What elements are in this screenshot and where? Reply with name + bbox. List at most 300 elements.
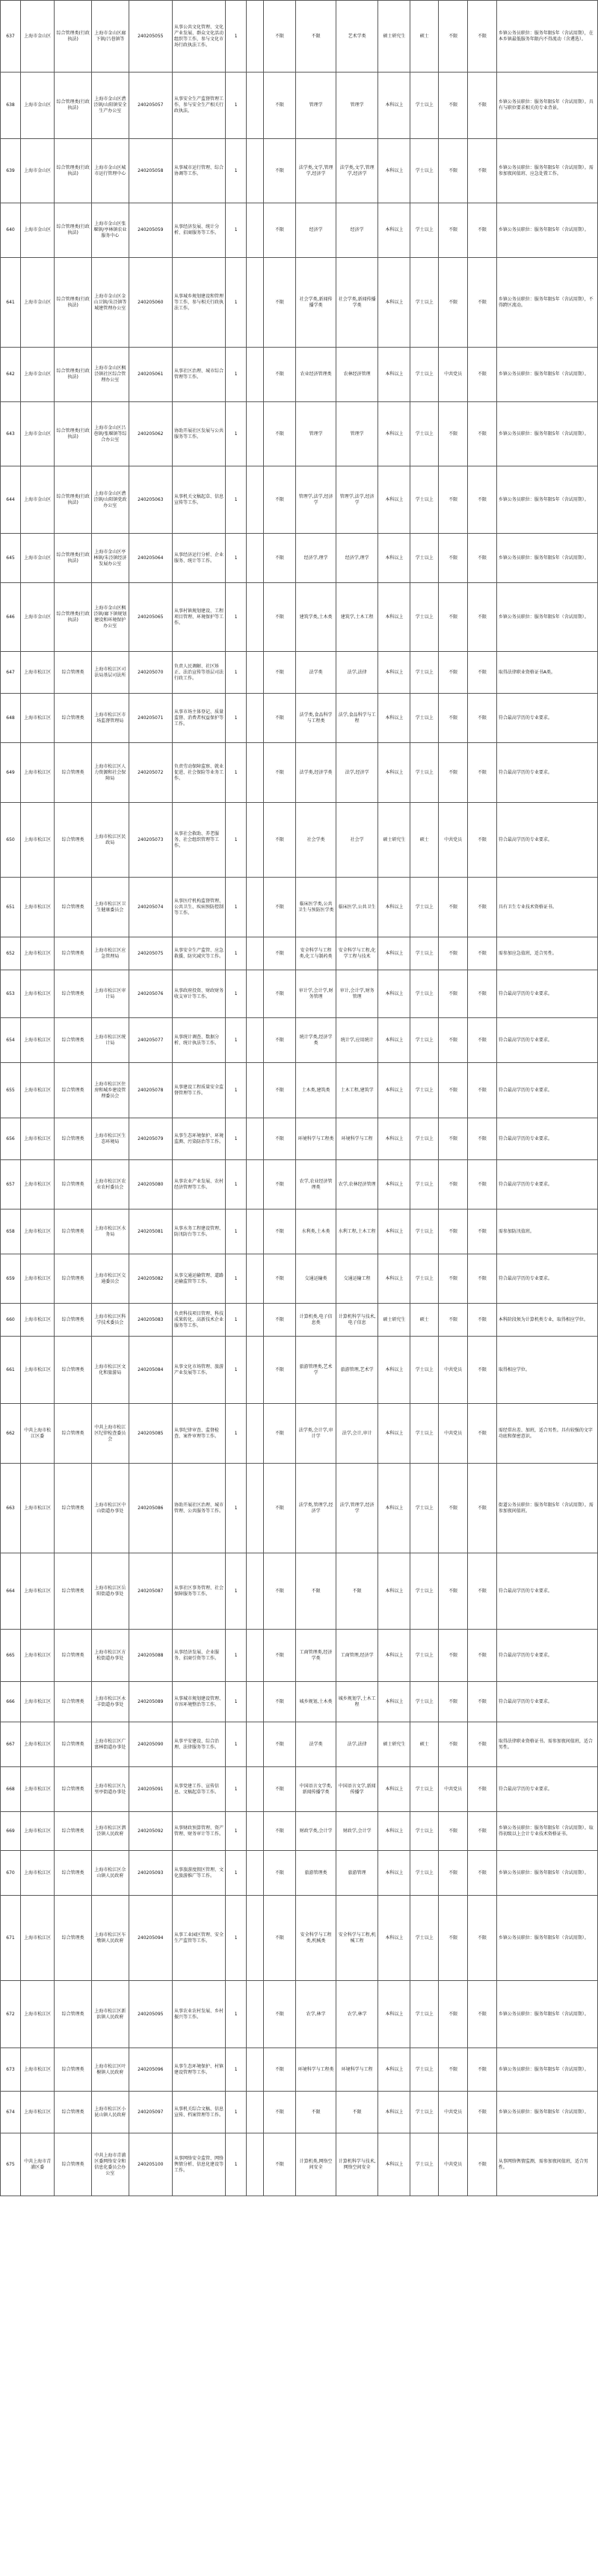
row-number: 651 bbox=[1, 878, 21, 937]
political-status: 不限 bbox=[439, 1851, 468, 1896]
table-row bbox=[1, 2048, 598, 2092]
row-number: 665 bbox=[1, 1630, 21, 1682]
org-nature: 综合管理类 bbox=[55, 937, 92, 970]
employing-unit: 上海市金山区城市运行管理中心 bbox=[91, 139, 129, 203]
table-row bbox=[1, 466, 598, 534]
college-major: 不限 bbox=[263, 1630, 295, 1682]
bachelor-major: 法学类 bbox=[296, 1722, 336, 1767]
recruit-count: 1 bbox=[226, 1553, 247, 1630]
college-major: 不限 bbox=[263, 1682, 295, 1722]
recruiting-org: 上海市松江区 bbox=[20, 2048, 54, 2092]
table-row bbox=[1, 1337, 598, 1404]
table-row bbox=[1, 1722, 598, 1767]
graduate-major: 土木工程,建筑学 bbox=[336, 1063, 378, 1118]
college-major: 不限 bbox=[263, 402, 295, 466]
employing-unit: 上海市松江区科学技术委员会 bbox=[91, 1304, 129, 1337]
position-code: 240205083 bbox=[129, 1304, 172, 1337]
age-cell bbox=[247, 203, 264, 258]
bachelor-major: 法学类,文学,管理学,经济学 bbox=[296, 139, 336, 203]
recruit-count: 1 bbox=[226, 466, 247, 534]
bachelor-major: 计算机类,电子信息类 bbox=[296, 1304, 336, 1337]
degree: 学士以上 bbox=[410, 1464, 439, 1553]
political-status: 中共党员 bbox=[439, 803, 468, 878]
position-description: 从事社会救助、养老服务、社会组织管理等工作。 bbox=[172, 803, 225, 878]
employing-unit: 上海市松江区应急管理局 bbox=[91, 937, 129, 970]
education: 本科以上 bbox=[378, 1464, 410, 1553]
work-experience: 不限 bbox=[468, 139, 497, 203]
college-major: 不限 bbox=[263, 1304, 295, 1337]
remarks: 乡镇公务员职位：服务年限5年（含试用期）。 bbox=[496, 1896, 597, 1981]
bachelor-major: 农业经济管理类 bbox=[296, 348, 336, 402]
age-cell bbox=[247, 1722, 264, 1767]
bachelor-major: 农学,农业经济管理类 bbox=[296, 1160, 336, 1210]
education: 本科以上 bbox=[378, 1682, 410, 1722]
age-cell bbox=[247, 743, 264, 803]
table-row bbox=[1, 203, 598, 258]
recruit-count: 1 bbox=[226, 970, 247, 1018]
org-nature: 综合管理类(行政执法) bbox=[55, 73, 92, 139]
remarks: 符合最高学历的专业要求。 bbox=[496, 1063, 597, 1118]
recruiting-org: 上海市松江区 bbox=[20, 878, 54, 937]
position-description: 从事党建工作、宣传信息、文稿起草等工作。 bbox=[172, 1767, 225, 1812]
bachelor-major: 经济学 bbox=[296, 203, 336, 258]
age-cell bbox=[247, 73, 264, 139]
row-number: 652 bbox=[1, 937, 21, 970]
degree: 学士以上 bbox=[410, 348, 439, 402]
table-row bbox=[1, 878, 598, 937]
org-nature: 综合管理类 bbox=[55, 1464, 92, 1553]
work-experience: 不限 bbox=[468, 1063, 497, 1118]
position-code: 240205061 bbox=[129, 348, 172, 402]
recruit-count: 1 bbox=[226, 1254, 247, 1304]
position-description: 从事政府投资、财政财务收支审计等工作。 bbox=[172, 970, 225, 1018]
education: 本科以上 bbox=[378, 1337, 410, 1404]
position-code: 240205080 bbox=[129, 1160, 172, 1210]
org-nature: 综合管理类 bbox=[55, 1767, 92, 1812]
recruit-count: 1 bbox=[226, 652, 247, 694]
employing-unit: 上海市松江区统计局 bbox=[91, 1018, 129, 1063]
work-experience: 不限 bbox=[468, 1, 497, 73]
position-code: 240205057 bbox=[129, 73, 172, 139]
table-row bbox=[1, 652, 598, 694]
recruiting-org: 上海市松江区 bbox=[20, 1304, 54, 1337]
political-status: 不限 bbox=[439, 1063, 468, 1118]
position-description: 协助开展社区治理、城市管理、公共服务等工作。 bbox=[172, 1464, 225, 1553]
degree: 学士以上 bbox=[410, 1063, 439, 1118]
bachelor-major: 工商管理类,经济学类 bbox=[296, 1630, 336, 1682]
graduate-major: 法学,经济学 bbox=[336, 743, 378, 803]
education: 本科以上 bbox=[378, 1812, 410, 1851]
org-nature: 综合管理类 bbox=[55, 1404, 92, 1464]
graduate-major: 审计,会计学,财务管理 bbox=[336, 970, 378, 1018]
college-major: 不限 bbox=[263, 1767, 295, 1812]
position-code: 240205075 bbox=[129, 937, 172, 970]
org-nature: 综合管理类 bbox=[55, 2133, 92, 2196]
recruit-count: 1 bbox=[226, 1304, 247, 1337]
org-nature: 综合管理类 bbox=[55, 1160, 92, 1210]
recruit-count: 1 bbox=[226, 1118, 247, 1160]
college-major: 不限 bbox=[263, 348, 295, 402]
remarks: 需经常出差、加班，适合男性。具有较强的文字功底和保密意识。 bbox=[496, 1404, 597, 1464]
employing-unit: 上海市松江区方松街道办事处 bbox=[91, 1630, 129, 1682]
college-major: 不限 bbox=[263, 258, 295, 348]
degree: 硕士 bbox=[410, 1, 439, 73]
degree: 学士以上 bbox=[410, 402, 439, 466]
position-code: 240205088 bbox=[129, 1630, 172, 1682]
age-cell bbox=[247, 803, 264, 878]
remarks: 乡镇公务员职位：服务年限5年（含试用期）。 bbox=[496, 1851, 597, 1896]
remarks: 取得法律职业资格证书。需参加夜间值班，适合男性。 bbox=[496, 1722, 597, 1767]
degree: 学士以上 bbox=[410, 1682, 439, 1722]
bachelor-major: 财政学类,会计学 bbox=[296, 1812, 336, 1851]
college-major: 不限 bbox=[263, 466, 295, 534]
row-number: 668 bbox=[1, 1767, 21, 1812]
org-nature: 综合管理类 bbox=[55, 1851, 92, 1896]
political-status: 不限 bbox=[439, 1, 468, 73]
position-description: 从事公共文化管理、文化产业发展、群众文化活动组织等工作，参与文化市场行政执法工作。 bbox=[172, 1, 225, 73]
graduate-major: 管理学 bbox=[336, 73, 378, 139]
political-status: 不限 bbox=[439, 73, 468, 139]
employing-unit: 上海市金山区漕泾镇/山阳镇安全生产办公室 bbox=[91, 73, 129, 139]
recruit-count: 1 bbox=[226, 1812, 247, 1851]
row-number: 643 bbox=[1, 402, 21, 466]
recruiting-org: 上海市松江区 bbox=[20, 1767, 54, 1812]
position-code: 240205086 bbox=[129, 1464, 172, 1553]
table-row bbox=[1, 1118, 598, 1160]
position-description: 从事生态环境保护、村镇建设管理等工作。 bbox=[172, 2048, 225, 2092]
employing-unit: 中共上海市青浦区委网络安全和信息化委员会办公室 bbox=[91, 2133, 129, 2196]
bachelor-major: 法学类,会计学,审计学 bbox=[296, 1404, 336, 1464]
work-experience: 不限 bbox=[468, 1682, 497, 1722]
work-experience: 不限 bbox=[468, 2133, 497, 2196]
college-major: 不限 bbox=[263, 1063, 295, 1118]
recruiting-org: 上海市松江区 bbox=[20, 1118, 54, 1160]
position-code: 240205094 bbox=[129, 1896, 172, 1981]
college-major: 不限 bbox=[263, 694, 295, 743]
bachelor-major: 社会学类 bbox=[296, 803, 336, 878]
work-experience: 不限 bbox=[468, 203, 497, 258]
employing-unit: 上海市松江区市场监督管理局 bbox=[91, 694, 129, 743]
row-number: 661 bbox=[1, 1337, 21, 1404]
bachelor-major: 安全科学与工程类,化工与制药类 bbox=[296, 937, 336, 970]
age-cell bbox=[247, 139, 264, 203]
employing-unit: 上海市金山区张堰镇/亭林镇农业服务中心 bbox=[91, 203, 129, 258]
college-major: 不限 bbox=[263, 534, 295, 583]
bachelor-major: 管理学,法学,经济学 bbox=[296, 466, 336, 534]
position-description: 从事农业农村发展、乡村振兴等工作。 bbox=[172, 1981, 225, 2048]
row-number: 640 bbox=[1, 203, 21, 258]
education: 本科以上 bbox=[378, 2092, 410, 2133]
remarks: 具有卫生专业技术资格证书。 bbox=[496, 878, 597, 937]
work-experience: 不限 bbox=[468, 652, 497, 694]
bachelor-major: 不限 bbox=[296, 1, 336, 73]
recruiting-org: 上海市松江区 bbox=[20, 1464, 54, 1553]
recruit-count: 1 bbox=[226, 1337, 247, 1404]
college-major: 不限 bbox=[263, 970, 295, 1018]
political-status: 不限 bbox=[439, 694, 468, 743]
employing-unit: 上海市松江区小昆山镇人民政府 bbox=[91, 2092, 129, 2133]
table-row bbox=[1, 2133, 598, 2196]
recruit-count: 1 bbox=[226, 694, 247, 743]
college-major: 不限 bbox=[263, 1118, 295, 1160]
education: 本科以上 bbox=[378, 937, 410, 970]
recruit-count: 1 bbox=[226, 1851, 247, 1896]
remarks: 取得法律职业资格证书A类。 bbox=[496, 652, 597, 694]
age-cell bbox=[247, 1981, 264, 2048]
college-major: 不限 bbox=[263, 1210, 295, 1254]
bachelor-major: 经济学,理学 bbox=[296, 534, 336, 583]
work-experience: 不限 bbox=[468, 694, 497, 743]
remarks: 乡镇公务员职位：服务年限5年（含试用期）。取得初级以上会计专业技术资格证书。 bbox=[496, 1812, 597, 1851]
work-experience: 不限 bbox=[468, 970, 497, 1018]
row-number: 653 bbox=[1, 970, 21, 1018]
org-nature: 综合管理类 bbox=[55, 1118, 92, 1160]
position-description: 负责劳动保障监察、就业促进、社会保险等业务工作。 bbox=[172, 743, 225, 803]
political-status: 中共党员 bbox=[439, 1404, 468, 1464]
recruit-count: 1 bbox=[226, 1063, 247, 1118]
employing-unit: 上海市金山区吕巷镇/张堰镇等综合办公室 bbox=[91, 402, 129, 466]
position-description: 从事城市运行管理、综合协调等工作。 bbox=[172, 139, 225, 203]
remarks: 符合最高学历的专业要求。 bbox=[496, 1254, 597, 1304]
recruit-count: 1 bbox=[226, 1896, 247, 1981]
employing-unit: 上海市松江区永丰街道办事处 bbox=[91, 1682, 129, 1722]
recruit-count: 1 bbox=[226, 1464, 247, 1553]
recruiting-org: 上海市松江区 bbox=[20, 1630, 54, 1682]
table-row bbox=[1, 1254, 598, 1304]
bachelor-major: 管理学 bbox=[296, 402, 336, 466]
remarks: 乡镇公务员职位：服务年限5年（含试用期）。 bbox=[496, 1981, 597, 2048]
org-nature: 综合管理类 bbox=[55, 1304, 92, 1337]
recruiting-org: 上海市松江区 bbox=[20, 1981, 54, 2048]
position-code: 240205090 bbox=[129, 1722, 172, 1767]
position-description: 从事城乡规划建设和管理等工作，参与相关行政执法工作。 bbox=[172, 258, 225, 348]
degree: 学士以上 bbox=[410, 1254, 439, 1304]
recruiting-org: 上海市金山区 bbox=[20, 1, 54, 73]
degree: 学士以上 bbox=[410, 139, 439, 203]
graduate-major: 建筑学,土木工程 bbox=[336, 583, 378, 652]
recruit-count: 1 bbox=[226, 348, 247, 402]
org-nature: 综合管理类 bbox=[55, 1063, 92, 1118]
org-nature: 综合管理类 bbox=[55, 743, 92, 803]
table-row bbox=[1, 937, 598, 970]
graduate-major: 不限 bbox=[336, 2092, 378, 2133]
recruit-count: 1 bbox=[226, 1767, 247, 1812]
org-nature: 综合管理类 bbox=[55, 2048, 92, 2092]
row-number: 655 bbox=[1, 1063, 21, 1118]
org-nature: 综合管理类(行政执法) bbox=[55, 348, 92, 402]
table-row bbox=[1, 1160, 598, 1210]
employing-unit: 上海市金山区枫泾镇社区综合管理办公室 bbox=[91, 348, 129, 402]
remarks: 符合最高学历的专业要求。 bbox=[496, 803, 597, 878]
work-experience: 不限 bbox=[468, 1018, 497, 1063]
age-cell bbox=[247, 694, 264, 743]
recruit-count: 1 bbox=[226, 2048, 247, 2092]
work-experience: 不限 bbox=[468, 258, 497, 348]
college-major: 不限 bbox=[263, 2048, 295, 2092]
bachelor-major: 法学类 bbox=[296, 652, 336, 694]
org-nature: 综合管理类 bbox=[55, 803, 92, 878]
work-experience: 不限 bbox=[468, 1896, 497, 1981]
recruiting-org: 上海市松江区 bbox=[20, 1254, 54, 1304]
position-code: 240205095 bbox=[129, 1981, 172, 2048]
table-row bbox=[1, 534, 598, 583]
position-description: 负责科技项目管理、科技成果转化、高新技术企业服务等工作。 bbox=[172, 1304, 225, 1337]
degree: 学士以上 bbox=[410, 1160, 439, 1210]
recruit-count: 1 bbox=[226, 73, 247, 139]
recruiting-org: 上海市松江区 bbox=[20, 970, 54, 1018]
college-major: 不限 bbox=[263, 2133, 295, 2196]
graduate-major: 工商管理,经济学 bbox=[336, 1630, 378, 1682]
bachelor-major: 农学,林学 bbox=[296, 1981, 336, 2048]
table-row bbox=[1, 1304, 598, 1337]
degree: 学士以上 bbox=[410, 2133, 439, 2196]
org-nature: 综合管理类 bbox=[55, 1630, 92, 1682]
table-row bbox=[1, 1896, 598, 1981]
table-row bbox=[1, 1812, 598, 1851]
college-major: 不限 bbox=[263, 73, 295, 139]
recruiting-org: 上海市松江区 bbox=[20, 1896, 54, 1981]
bachelor-major: 审计学,会计学,财务管理 bbox=[296, 970, 336, 1018]
recruit-count: 1 bbox=[226, 2133, 247, 2196]
age-cell bbox=[247, 2133, 264, 2196]
recruiting-org: 上海市金山区 bbox=[20, 203, 54, 258]
political-status: 不限 bbox=[439, 652, 468, 694]
political-status: 不限 bbox=[439, 1896, 468, 1981]
education: 本科以上 bbox=[378, 743, 410, 803]
education: 本科以上 bbox=[378, 1630, 410, 1682]
recruiting-org: 上海市金山区 bbox=[20, 466, 54, 534]
political-status: 中共党员 bbox=[439, 1767, 468, 1812]
bachelor-major: 环境科学与工程类 bbox=[296, 2048, 336, 2092]
education: 本科以上 bbox=[378, 970, 410, 1018]
graduate-major: 安全科学与工程,化学工程与技术 bbox=[336, 937, 378, 970]
employing-unit: 上海市松江区住房和城乡建设管理委员会 bbox=[91, 1063, 129, 1118]
college-major: 不限 bbox=[263, 203, 295, 258]
employing-unit: 上海市松江区叶榭镇人民政府 bbox=[91, 2048, 129, 2092]
recruiting-org: 上海市金山区 bbox=[20, 73, 54, 139]
education: 本科以上 bbox=[378, 1254, 410, 1304]
recruiting-org: 上海市松江区 bbox=[20, 1337, 54, 1404]
degree: 学士以上 bbox=[410, 1210, 439, 1254]
employing-unit: 上海市松江区广富林街道办事处 bbox=[91, 1722, 129, 1767]
college-major: 不限 bbox=[263, 583, 295, 652]
graduate-major: 统计学,应用统计 bbox=[336, 1018, 378, 1063]
remarks: 符合最高学历的专业要求。 bbox=[496, 1630, 597, 1682]
table-row bbox=[1, 1981, 598, 2048]
position-code: 240205085 bbox=[129, 1404, 172, 1464]
age-cell bbox=[247, 534, 264, 583]
position-description: 从事经济发展、企业服务、招商引资等工作。 bbox=[172, 1630, 225, 1682]
education: 本科以上 bbox=[378, 1404, 410, 1464]
work-experience: 不限 bbox=[468, 1812, 497, 1851]
employing-unit: 中共上海市松江区纪律检查委员会 bbox=[91, 1404, 129, 1464]
education: 本科以上 bbox=[378, 348, 410, 402]
recruiting-org: 上海市松江区 bbox=[20, 1160, 54, 1210]
degree: 硕士 bbox=[410, 1722, 439, 1767]
recruit-count: 1 bbox=[226, 1722, 247, 1767]
political-status: 中共党员 bbox=[439, 1337, 468, 1404]
political-status: 不限 bbox=[439, 1682, 468, 1722]
bachelor-major: 社会学类,新闻传播学类 bbox=[296, 258, 336, 348]
org-nature: 综合管理类 bbox=[55, 1896, 92, 1981]
education: 本科以上 bbox=[378, 139, 410, 203]
org-nature: 综合管理类 bbox=[55, 2092, 92, 2133]
graduate-major: 交通运输工程 bbox=[336, 1254, 378, 1304]
position-code: 240205092 bbox=[129, 1812, 172, 1851]
age-cell bbox=[247, 1018, 264, 1063]
position-description: 从事经济运行分析、企业服务、统计等工作。 bbox=[172, 534, 225, 583]
age-cell bbox=[247, 1404, 264, 1464]
political-status: 不限 bbox=[439, 937, 468, 970]
graduate-major: 社会学类,新闻传播学类 bbox=[336, 258, 378, 348]
college-major: 不限 bbox=[263, 878, 295, 937]
remarks: 乡镇公务员职位：服务年限5年（含试用期）。 bbox=[496, 203, 597, 258]
position-code: 240205055 bbox=[129, 1, 172, 73]
age-cell bbox=[247, 1630, 264, 1682]
row-number: 659 bbox=[1, 1254, 21, 1304]
college-major: 不限 bbox=[263, 139, 295, 203]
age-cell bbox=[247, 402, 264, 466]
employing-unit: 上海市松江区水务局 bbox=[91, 1210, 129, 1254]
row-number: 645 bbox=[1, 534, 21, 583]
age-cell bbox=[247, 1118, 264, 1160]
table-row bbox=[1, 1553, 598, 1630]
position-description: 从事统计调查、数据分析、统计执法等工作。 bbox=[172, 1018, 225, 1063]
work-experience: 不限 bbox=[468, 1767, 497, 1812]
position-code: 240205060 bbox=[129, 258, 172, 348]
remarks: 需参加应急值班，适合男性。 bbox=[496, 937, 597, 970]
position-description: 从事经济发展、统计分析、招商服务等工作。 bbox=[172, 203, 225, 258]
position-code: 240205074 bbox=[129, 878, 172, 937]
org-nature: 综合管理类 bbox=[55, 652, 92, 694]
political-status: 不限 bbox=[439, 1981, 468, 2048]
row-number: 667 bbox=[1, 1722, 21, 1767]
graduate-major: 安全科学与工程,机械工程 bbox=[336, 1896, 378, 1981]
position-description: 从事村镇规划建设、工程项目管理、环境保护等工作。 bbox=[172, 583, 225, 652]
employing-unit: 上海市金山区漕泾镇/山阳镇党政办公室 bbox=[91, 466, 129, 534]
degree: 学士以上 bbox=[410, 2048, 439, 2092]
degree: 学士以上 bbox=[410, 73, 439, 139]
college-major: 不限 bbox=[263, 1981, 295, 2048]
table-row bbox=[1, 1404, 598, 1464]
table-row bbox=[1, 348, 598, 402]
college-major: 不限 bbox=[263, 1851, 295, 1896]
age-cell bbox=[247, 1851, 264, 1896]
political-status: 不限 bbox=[439, 1210, 468, 1254]
political-status: 不限 bbox=[439, 139, 468, 203]
position-code: 240205073 bbox=[129, 803, 172, 878]
position-description: 从事水务工程建设管理、防汛防台等工作。 bbox=[172, 1210, 225, 1254]
work-experience: 不限 bbox=[468, 1210, 497, 1254]
bachelor-major: 水利类,土木类 bbox=[296, 1210, 336, 1254]
political-status: 不限 bbox=[439, 1254, 468, 1304]
graduate-major: 经济学 bbox=[336, 203, 378, 258]
college-major: 不限 bbox=[263, 937, 295, 970]
political-status: 不限 bbox=[439, 878, 468, 937]
position-description: 负责人民调解、社区矫正、法治宣传等基层司法行政工作。 bbox=[172, 652, 225, 694]
education: 本科以上 bbox=[378, 258, 410, 348]
employing-unit: 上海市松江区农业农村委员会 bbox=[91, 1160, 129, 1210]
remarks: 乡镇公务员职位：服务年限5年（含试用期），不得跨区流动。 bbox=[496, 258, 597, 348]
education: 本科以上 bbox=[378, 203, 410, 258]
recruit-count: 1 bbox=[226, 203, 247, 258]
recruiting-org: 上海市松江区 bbox=[20, 1210, 54, 1254]
graduate-major: 水利工程,土木工程 bbox=[336, 1210, 378, 1254]
work-experience: 不限 bbox=[468, 1981, 497, 2048]
graduate-major: 管理学 bbox=[336, 402, 378, 466]
recruiting-org: 上海市松江区 bbox=[20, 694, 54, 743]
work-experience: 不限 bbox=[468, 73, 497, 139]
